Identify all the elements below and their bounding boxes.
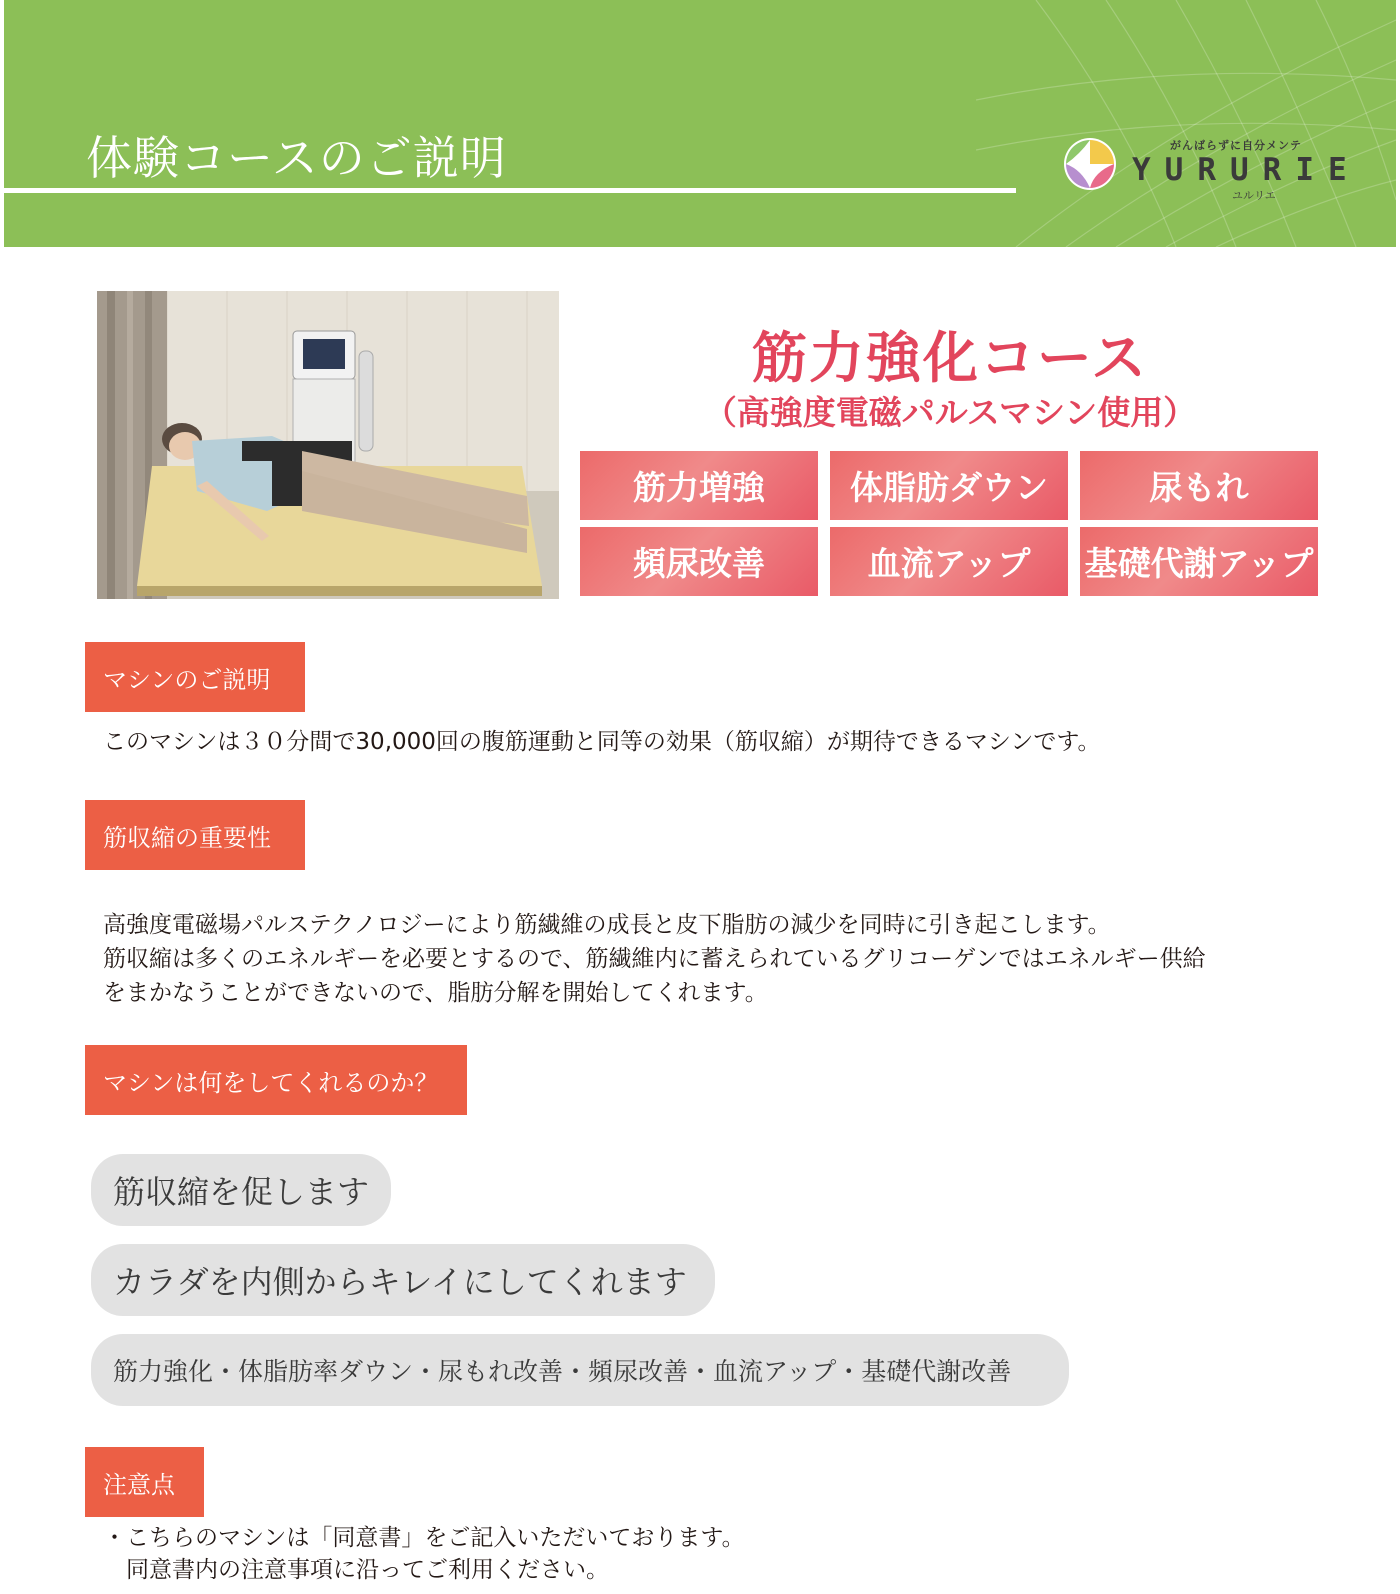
note-line: ・こちらのマシンは「同意書」をご記入いただいております。 bbox=[103, 1525, 745, 1551]
logo-tagline: がんばらずに自分メンテ bbox=[1170, 139, 1302, 152]
section-label-notes: 注意点 bbox=[85, 1447, 204, 1517]
course-subtitle: （高強度電磁パルスマシン使用） bbox=[703, 393, 1197, 432]
header-grid-pattern bbox=[976, 0, 1396, 247]
effect-pill: カラダを内側からキレイにしてくれます bbox=[91, 1244, 715, 1316]
benefit-tags bbox=[580, 451, 1318, 596]
logo-name: YURURIE bbox=[1132, 152, 1361, 188]
benefit-tag: 頻尿改善 bbox=[580, 527, 818, 596]
benefit-tag: 体脂肪ダウン bbox=[830, 451, 1068, 520]
header-banner bbox=[4, 0, 1396, 247]
importance-line: をまかなうことができないので、脂肪分解を開始してくれます。 bbox=[103, 980, 768, 1006]
importance-description bbox=[103, 908, 1206, 1010]
note-line: 同意書内の注意事項に沿ってご利用ください。 bbox=[103, 1557, 609, 1583]
title-underline bbox=[4, 188, 1016, 193]
benefit-tag: 基礎代謝アップ bbox=[1080, 527, 1318, 596]
page-title: 体験コースのご説明 bbox=[86, 131, 507, 185]
machine-photo bbox=[97, 291, 559, 599]
benefit-tag: 血流アップ bbox=[830, 527, 1068, 596]
benefit-tag: 筋力増強 bbox=[580, 451, 818, 520]
effect-pill: 筋力強化・体脂肪率ダウン・尿もれ改善・頻尿改善・血流アップ・基礎代謝改善 bbox=[91, 1334, 1069, 1406]
benefit-tag: 尿もれ bbox=[1080, 451, 1318, 520]
course-title: 筋力強化コース bbox=[751, 326, 1149, 390]
notes-text bbox=[103, 1522, 745, 1586]
section-label-importance: 筋収縮の重要性 bbox=[85, 800, 305, 870]
logo-kana: ユルリエ bbox=[1232, 189, 1276, 202]
section-label-what: マシンは何をしてくれるのか？ bbox=[85, 1045, 467, 1115]
section-label-machine: マシンのご説明 bbox=[85, 642, 305, 712]
importance-line: 筋収縮は多くのエネルギーを必要とするので、筋繊維内に蓄えられているグリコーゲンではエネルギー供給 bbox=[103, 946, 1206, 972]
importance-line: 高強度電磁場パルステクノロジーにより筋繊維の成長と皮下脂肪の減少を同時に引き起こします。 bbox=[103, 912, 1111, 938]
effect-pill: 筋収縮を促します bbox=[91, 1154, 391, 1226]
machine-description: このマシンは３０分間で30,000回の腹筋運動と同等の効果（筋収縮）が期待できるマシンです。 bbox=[103, 729, 1101, 755]
